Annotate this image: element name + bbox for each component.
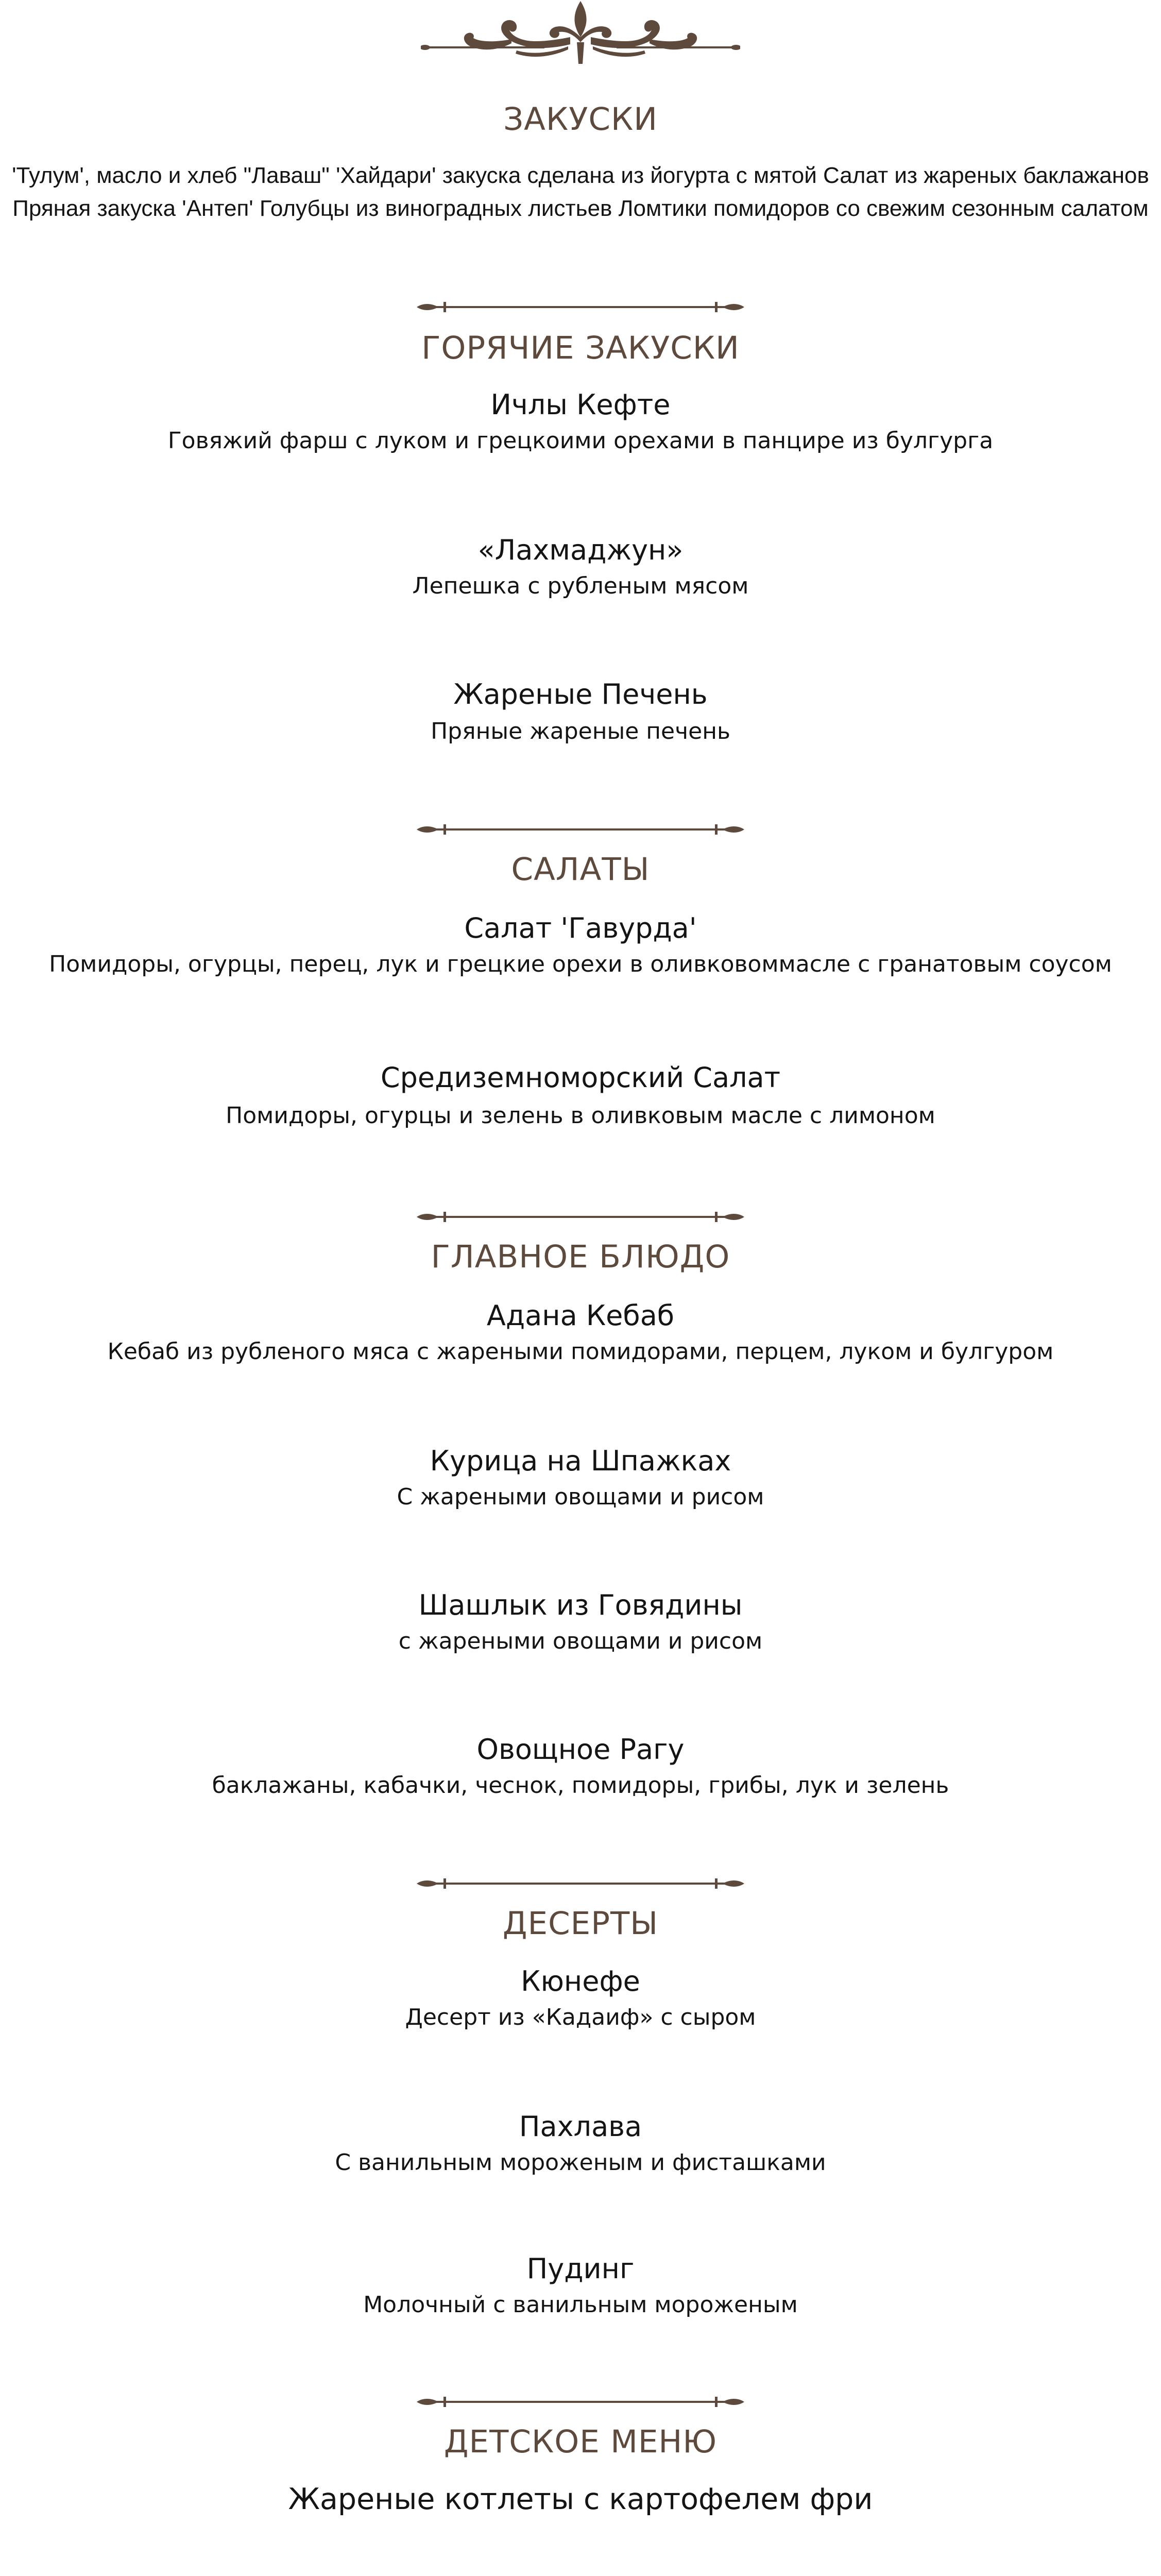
section-divider bbox=[416, 2392, 745, 2412]
dish-name: Адана Кебаб bbox=[486, 1299, 675, 1332]
dish-name: Пахлава bbox=[519, 2110, 642, 2143]
dish-description: Помидоры, огурцы и зелень в оливковым масле с лимоном bbox=[226, 1103, 935, 1129]
section-divider bbox=[416, 1873, 745, 1894]
appetizers-line: 'Тулум', масло и хлеб "Лаваш" 'Хайдари' закуска сделана из йогурта с мятой Салат из жареных баклажанов bbox=[12, 163, 1149, 188]
dish-name: Жареные Печень bbox=[453, 678, 708, 710]
section-divider bbox=[416, 1207, 745, 1227]
section-title-salads: САЛАТЫ bbox=[511, 851, 650, 888]
dish-description: Десерт из «Кадаиф» с сыром bbox=[405, 2004, 756, 2030]
dish-name: Ичлы Кефте bbox=[490, 388, 671, 421]
dish-description: Пряные жареные печень bbox=[431, 718, 730, 744]
dish-name: «Лахмаджун» bbox=[477, 534, 684, 566]
dish-name: Курица на Шпажках bbox=[430, 1445, 731, 1477]
dish-description: С ванильным мороженым и фисташками bbox=[335, 2149, 826, 2176]
dish-description: Лепешка с рубленым мясом bbox=[412, 573, 749, 599]
dish-description: Говяжий фарш с луком и грецкоими орехами в панцире из булгурга bbox=[167, 428, 994, 454]
dish-description: Помидоры, огурцы, перец, лук и грецкие орехи в оливковоммасле с гранатовым соусом bbox=[49, 951, 1112, 977]
dish-description: С жареными овощами и рисом bbox=[397, 1484, 764, 1510]
dish-description: Молочный с ванильным мороженым bbox=[363, 2292, 798, 2318]
dish-name: Средиземноморский Салат bbox=[380, 1061, 781, 1094]
dish-name: Салат 'Гавурда' bbox=[464, 912, 697, 944]
section-title-main-course: ГЛАВНОЕ БЛЮДО bbox=[431, 1239, 730, 1275]
flourish-ornament-top bbox=[421, 0, 740, 67]
dish-name: Овощное Рагу bbox=[476, 1733, 685, 1766]
section-title-desserts: ДЕСЕРТЫ bbox=[502, 1905, 659, 1942]
dish-description: Кебаб из рубленого мяса с жареными помидорами, перцем, луком и булгуром bbox=[107, 1338, 1054, 1365]
dish-name: Пудинг bbox=[526, 2252, 635, 2285]
appetizers-line: Пряная закуска 'Антеп' Голубцы из виноградных листьев Ломтики помидоров со свежим сезонным салатом bbox=[12, 196, 1149, 221]
dish-description: с жареными овощами и рисом bbox=[398, 1628, 763, 1654]
section-divider bbox=[416, 297, 745, 317]
section-title-appetizers: ЗАКУСКИ bbox=[503, 101, 658, 138]
section-title-hot-appetizers: ГОРЯЧИЕ ЗАКУСКИ bbox=[421, 330, 740, 366]
dish-name: Шашлык из Говядины bbox=[418, 1589, 743, 1621]
section-title-kids-menu: ДЕТСКОЕ МЕНЮ bbox=[443, 2424, 718, 2460]
dish-description: баклажаны, кабачки, чеснок, помидоры, грибы, лук и зелень bbox=[212, 1772, 949, 1799]
dish-name: Жареные котлеты с картофелем фри bbox=[288, 2482, 873, 2516]
section-divider bbox=[416, 819, 745, 840]
dish-name: Кюнефе bbox=[521, 1965, 640, 1997]
